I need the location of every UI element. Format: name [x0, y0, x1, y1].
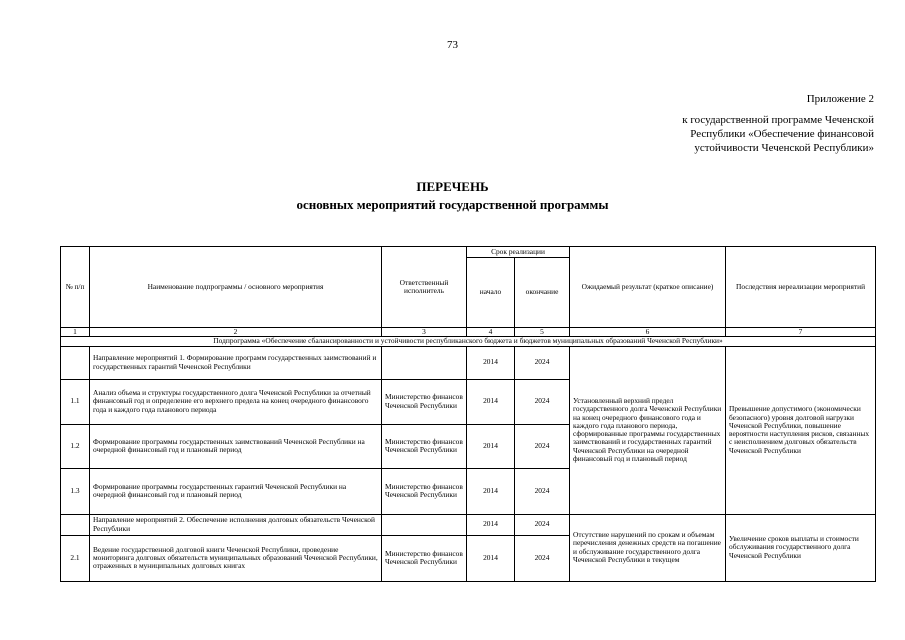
- col-number: 3: [382, 328, 467, 337]
- row-start: 2014: [467, 424, 515, 468]
- header-num: № п/п: [61, 247, 90, 328]
- row-start: 2014: [467, 379, 515, 424]
- row-executor: [382, 346, 467, 379]
- row-name: Ведение государственной долговой книги Чеченской Республики, проведение мониторинга долговых обязательств муниципальных образований Чеченской Республики, отраженных в муниципальных долговых книгах: [90, 535, 382, 581]
- row-name: Формирование программы государственных гарантий Чеченской Республики на очередной финансовый год и плановый период: [90, 468, 382, 514]
- row-executor: Министерство финансов Чеченской Республики: [382, 535, 467, 581]
- appendix-line: к государственной программе Чеченской: [682, 114, 874, 126]
- subprogram-row: Подпрограмма «Обеспечение сбалансированности и устойчивости республиканского бюджета и бюджетов муниципальных образований Чеченской Республики»: [61, 337, 876, 346]
- col-number: 1: [61, 328, 90, 337]
- group2-consequences: Увеличение сроков выплаты и стоимости обслуживания государственного долга Чеченской Республики: [726, 514, 876, 581]
- group1-result: Установленный верхний предел государственного долга Чеченской Республики на конец очередного финансового года и каждого года планового периода, сформированные программы государственных заимствований и государственных гарантий Чеченской Республики на очередной финансовый год и плановый период: [570, 346, 726, 514]
- measures-table: [60, 246, 876, 582]
- row-end: 2024: [515, 514, 570, 535]
- page-number: 73: [447, 39, 458, 51]
- row-start: 2014: [467, 514, 515, 535]
- row-num: 2.1: [61, 535, 90, 581]
- row-end: 2024: [515, 424, 570, 468]
- col-number: 6: [570, 328, 726, 337]
- appendix-header: [682, 92, 874, 155]
- row-end: 2024: [515, 468, 570, 514]
- document-title: [0, 178, 905, 214]
- row-executor: Министерство финансов Чеченской Республики: [382, 379, 467, 424]
- title-line-1: ПЕРЕЧЕНЬ: [416, 179, 489, 194]
- row-num: [61, 346, 90, 379]
- table-row: [61, 346, 876, 379]
- row-end: 2024: [515, 346, 570, 379]
- row-name: Направление мероприятий 2. Обеспечение исполнения долговых обязательств Чеченской Республики: [90, 514, 382, 535]
- row-num: 1.2: [61, 424, 90, 468]
- row-num: [61, 514, 90, 535]
- row-name: Анализ объема и структуры государственного долга Чеченской Республики за отчетный финансовый год и определение его верхнего предела на конец очередного финансового года и каждого года планового периода: [90, 379, 382, 424]
- row-executor: Министерство финансов Чеченской Республики: [382, 468, 467, 514]
- row-start: 2014: [467, 535, 515, 581]
- header-end: окончание: [515, 258, 570, 328]
- col-number: 2: [90, 328, 382, 337]
- header-consequences: Последствия нереализации мероприятий: [726, 247, 876, 328]
- col-number: 5: [515, 328, 570, 337]
- appendix-title: Приложение 2: [806, 93, 874, 105]
- header-period: Срок реализации: [467, 247, 570, 258]
- row-num: 1.1: [61, 379, 90, 424]
- row-end: 2024: [515, 379, 570, 424]
- row-end: 2024: [515, 535, 570, 581]
- row-name: Формирование программы государственных заимствований Чеченской Республики на очередной финансовый год и плановый период: [90, 424, 382, 468]
- group1-consequences: Превышение допустимого (экономически безопасного) уровня долговой нагрузки Чеченской Республики, повышение вероятности наступления рисков, связанных с неисполнением долговых обязательств Чеченской Республики: [726, 346, 876, 514]
- row-start: 2014: [467, 468, 515, 514]
- col-number: 4: [467, 328, 515, 337]
- appendix-line: Республики «Обеспечение финансовой: [690, 128, 874, 140]
- row-executor: [382, 514, 467, 535]
- header-executor: Ответственный исполнитель: [382, 247, 467, 328]
- header-start: начало: [467, 258, 515, 328]
- col-number: 7: [726, 328, 876, 337]
- row-num: 1.3: [61, 468, 90, 514]
- appendix-line: устойчивости Чеченской Республики»: [694, 142, 874, 154]
- row-name: Направление мероприятий 1. Формирование программ государственных заимствований и государственных гарантий Чеченской Республики: [90, 346, 382, 379]
- header-result: Ожидаемый результат (краткое описание): [570, 247, 726, 328]
- header-name: Наименование подпрограммы / основного мероприятия: [90, 247, 382, 328]
- table-row: [61, 514, 876, 535]
- group2-result: Отсутствие нарушений по срокам и объемам перечисления денежных средств на погашение и обслуживание государственного долга Чеченской Республики в текущем: [570, 514, 726, 581]
- row-start: 2014: [467, 346, 515, 379]
- row-executor: Министерство финансов Чеченской Республики: [382, 424, 467, 468]
- title-line-2: основных мероприятий государственной программы: [296, 197, 609, 212]
